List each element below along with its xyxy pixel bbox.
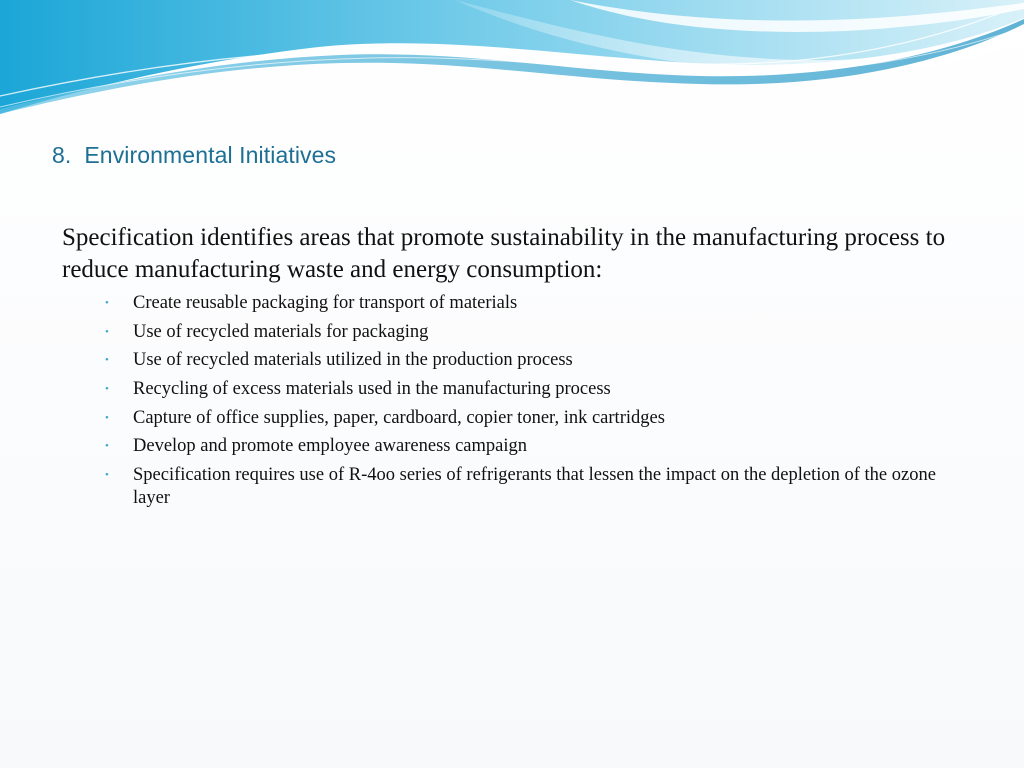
list-item-text: Develop and promote employee awareness campaign xyxy=(133,436,528,457)
list-item xyxy=(105,292,962,315)
list-item-text: Specification requires use of R-4oo series of refrigerants that lessen the impact on the depletion of the ozone layer xyxy=(133,465,936,509)
list-item-text: Create reusable packaging for transport of materials xyxy=(133,293,518,313)
intro-paragraph: Specification identifies areas that promote sustainability in the manufacturing process to reduce manufacturing waste and energy consumption: xyxy=(62,224,946,283)
bullet-icon: • xyxy=(105,440,109,453)
list-item xyxy=(105,321,962,344)
bullet-icon: • xyxy=(105,325,109,338)
list-item xyxy=(105,464,962,510)
bullet-icon: • xyxy=(105,411,109,424)
header-wave-decoration xyxy=(0,0,1024,130)
list-item xyxy=(105,435,962,458)
list-item-text: Use of recycled materials utilized in the production process xyxy=(133,350,573,371)
bullet-icon: • xyxy=(105,354,109,367)
list-item xyxy=(105,407,962,430)
initiatives-list xyxy=(62,292,962,510)
list-item xyxy=(105,349,962,372)
bullet-icon: • xyxy=(105,297,109,309)
list-item-text: Use of recycled materials for packaging xyxy=(133,321,429,342)
list-item-text: Recycling of excess materials used in the manufacturing process xyxy=(133,379,611,400)
bullet-icon: • xyxy=(105,383,109,396)
slide-title: 8. Environmental Initiatives xyxy=(52,142,337,168)
list-item-text: Capture of office supplies, paper, cardboard, copier toner, ink cartridges xyxy=(133,407,665,428)
slide-content xyxy=(62,222,962,516)
list-item xyxy=(105,378,962,401)
bullet-icon: • xyxy=(105,469,109,482)
